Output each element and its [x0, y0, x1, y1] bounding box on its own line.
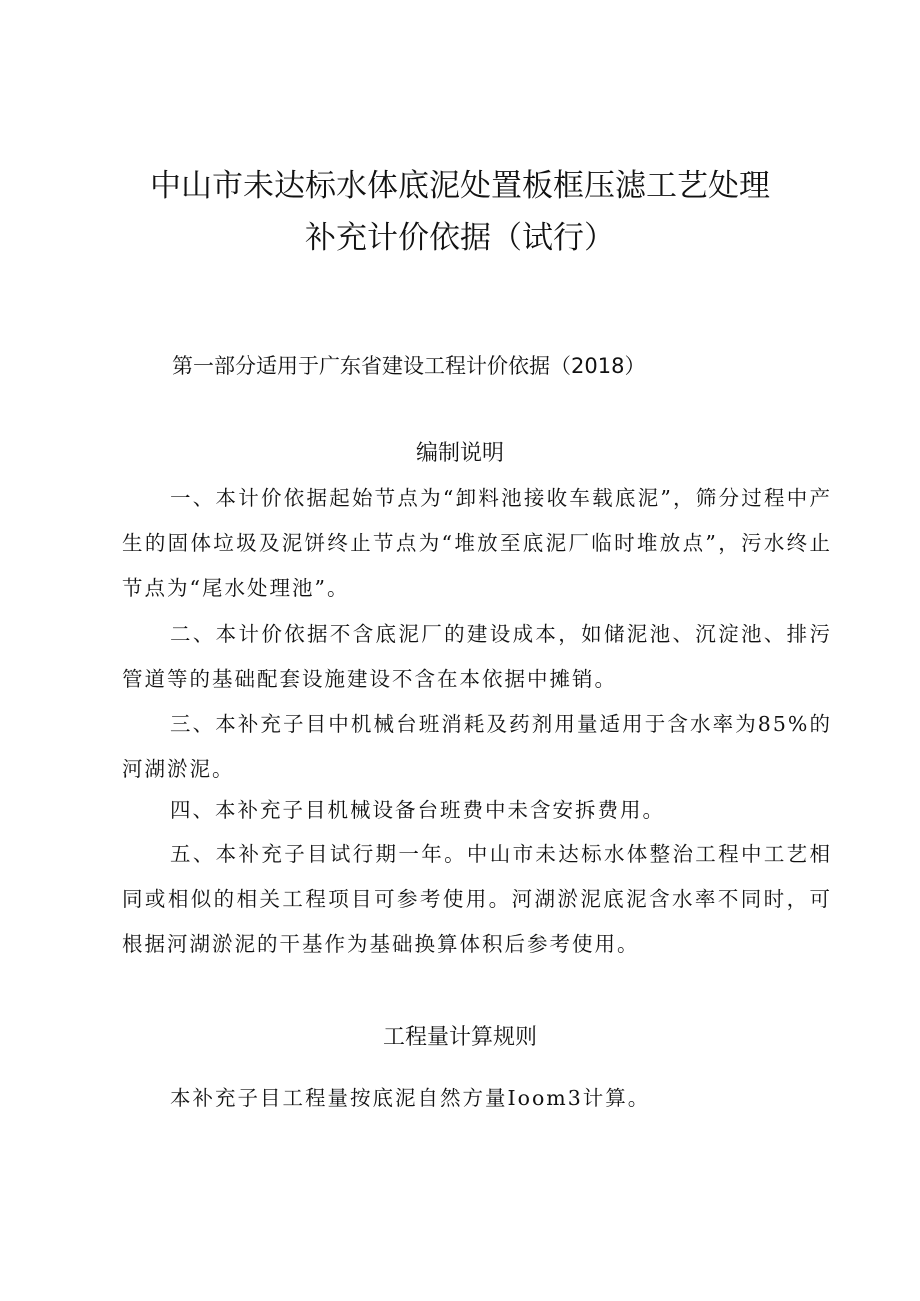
part-heading: 第一部分适用于广东省建设工程计价依据（2018）: [172, 354, 646, 378]
paragraph-quantity-rule: 本补充子目工程量按底泥自然方量Ioom3计算。: [170, 1086, 651, 1110]
section-heading-quantity-rules: 工程量计算规则: [382, 1025, 537, 1050]
document-title-line-1: 中山市未达标水体底泥处置板框压滤工艺处理: [150, 168, 770, 204]
paragraph-note-2: 二、本计价依据不含底泥厂的建设成本，如储泥池、沉淀池、排污管道等的基础配套设施建设不含在本依据中摊销。: [122, 622, 832, 691]
paragraph-note-3: 三、本补充子目中机械台班消耗及药剂用量适用于含水率为85%的河湖淤泥。: [122, 712, 832, 781]
paragraph-note-5: 五、本补充子目试行期一年。中山市未达标水体整治工程中工艺相同或相似的相关工程项目可参考使用。河湖淤泥底泥含水率不同时，可根据河湖淤泥的干基作为基础换算体积后参考使用。: [122, 842, 832, 956]
section-heading-compilation-notes: 编制说明: [415, 441, 504, 466]
paragraph-note-4: 四、本补充子目机械设备台班费中未含安拆费用。: [170, 798, 665, 822]
document-title-line-2: 补充计价依据（试行）: [305, 220, 615, 256]
paragraph-note-1: 一、本计价依据起始节点为“卸料池接收车载底泥”，筛分过程中产生的固体垃圾及泥饼终止节点为“堆放至底泥厂临时堆放点”，污水终止节点为“尾水处理池”。: [122, 486, 832, 600]
